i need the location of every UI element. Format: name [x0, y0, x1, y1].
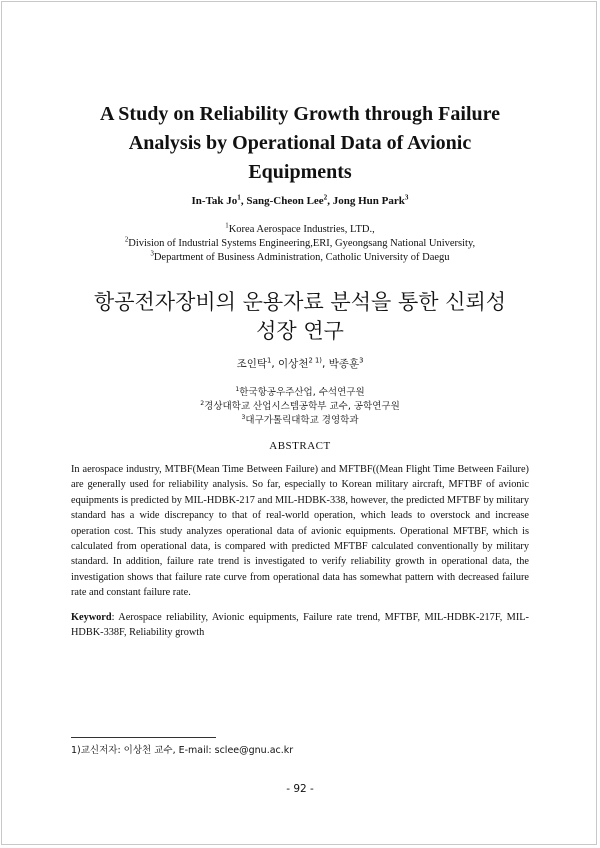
author-name: 박종훈 [328, 358, 360, 370]
affiliation-text: 한국항공우주산업, 수석연구원 [239, 387, 365, 398]
affiliation-text: Korea Aerospace Industries, LTD., [228, 224, 375, 235]
author-superscript: 2 1) [308, 356, 322, 365]
affiliation-line [0, 237, 600, 251]
affiliation-line [0, 414, 600, 428]
author-name: 이상천 [278, 358, 309, 370]
affiliation-line [0, 251, 600, 265]
author-separator: , [271, 358, 279, 370]
affiliation-text: 경상대학교 산업시스템공학부 교수, 공학연구원 [204, 401, 400, 412]
affiliation-superscript: 1 [235, 385, 240, 393]
author-name: In-Tak Jo [191, 195, 238, 207]
author-separator: , [321, 358, 329, 370]
author-superscript: 1 [237, 193, 241, 202]
author-superscript: 3 [359, 356, 364, 365]
author-superscript: 3 [404, 193, 409, 202]
author-superscript: 1 [267, 356, 272, 365]
affiliations-korean [0, 386, 600, 428]
author-superscript: 2 [323, 193, 328, 202]
affiliation-text: Department of Business Administration, Catholic University of Daegu [153, 252, 450, 263]
abstract-body: In aerospace industry, MTBF(Mean Time Between Failure) and MFTBF((Mean Flight Time Between Failure) are generally used for reliability analysis. So far, especially to Korean military aircraft, MFTBF of avionic equipments is predicted by MIL-HDBK-217 and MIL-HDBK-338, however, the predicted MFTBF by military standard has a wide discrepancy to that of real-world operation, which leads to overstock and increase operation cost. This study analyzes operational data of avionic equipments. Operational MFTBF, which is calculated from operational data, is compared with predicted MFTBF calculated conventionally by military standard. In addition, failure rate trend is investigated to verify reliability growth in operational data, the investigation shows that failure rate curve from operational data has somewhat pattern with decreased failure rate and constant failure rate. [71, 464, 529, 599]
author-name: Jong Hun Park [332, 195, 405, 207]
author-list-korean [0, 356, 600, 371]
title-line: 항공전자장비의 운용자료 분석을 통한 신뢰성 [93, 290, 507, 314]
affiliation-line [0, 223, 600, 237]
title-line: A Study on Reliability Growth through Failure [99, 103, 501, 125]
affiliation-superscript: 3 [241, 413, 246, 421]
author-separator: , [327, 195, 333, 207]
page-number: - 92 - [286, 783, 314, 795]
affiliation-text: Division of Industrial Systems Engineering,ERI, Gyeongsang National University, [128, 238, 476, 249]
author-name: 조인탁 [236, 358, 267, 370]
keywords [71, 610, 529, 641]
author-list-english [0, 195, 600, 207]
affiliation-line [0, 386, 600, 400]
affiliation-line [0, 400, 600, 414]
footnote: 1)교신저자: 이상천 교수, E-mail: sclee@gnu.ac.kr [71, 745, 294, 756]
paper-title-korean [60, 288, 540, 346]
affiliation-superscript: 1 [225, 222, 229, 230]
affiliations-english [0, 223, 600, 265]
title-line: Analysis by Operational Data of Avionic [128, 132, 472, 154]
paper-title-english [60, 100, 540, 187]
author-name: Sang-Cheon Lee [246, 195, 324, 207]
title-line: 성장 연구 [256, 319, 344, 343]
affiliation-superscript: 2 [124, 236, 129, 244]
keywords-label: Keyword [71, 612, 112, 623]
affiliation-superscript: 3 [150, 250, 154, 258]
footnote-divider [71, 737, 216, 738]
affiliation-text: 대구가톨릭대학교 경영학과 [245, 415, 359, 426]
affiliation-superscript: 2 [200, 399, 205, 407]
abstract-heading: ABSTRACT [269, 440, 331, 452]
title-line: Equipments [248, 161, 352, 183]
author-separator: , [240, 195, 247, 207]
keywords-text: : Aerospace reliability, Avionic equipments, Failure rate trend, MFTBF, MIL-HDBK-217F, MIL-HDBK-338F, Reliability growth [71, 612, 529, 639]
